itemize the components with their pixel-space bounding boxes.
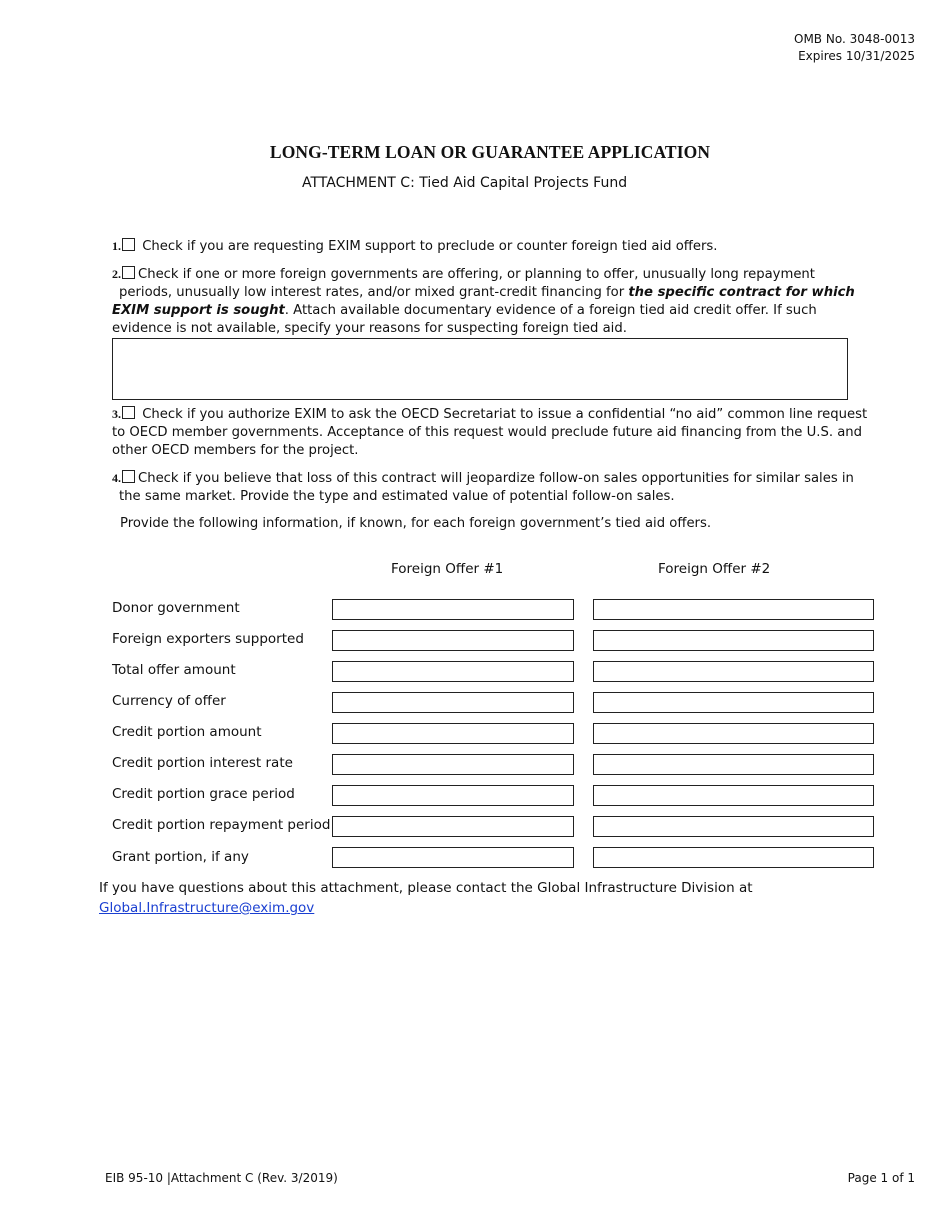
item-1 bbox=[112, 237, 718, 256]
row-label-credit-repayment-period: Credit portion repayment period bbox=[112, 817, 331, 833]
offer-1-currency-field[interactable] bbox=[332, 692, 574, 713]
item-4 bbox=[112, 469, 854, 506]
item-3-line1: Check if you authorize EXIM to ask the OECD Secretariat to issue a confidential “no aid” common line request bbox=[142, 407, 868, 422]
offer-2-foreign-exporters-field[interactable] bbox=[593, 630, 874, 651]
item-4-line2: the same market. Provide the type and estimated value of potential follow-on sales. bbox=[119, 489, 675, 504]
row-label-currency: Currency of offer bbox=[112, 693, 226, 709]
offer-1-credit-grace-period-field[interactable] bbox=[332, 785, 574, 806]
item-1-text: Check if you are requesting EXIM support to preclude or counter foreign tied aid offers. bbox=[142, 239, 718, 254]
item-3-line3: other OECD members for the project. bbox=[112, 443, 359, 458]
item-2-emphasis: the specific contract for which bbox=[628, 285, 855, 300]
item-2-line2: periods, unusually low interest rates, and/or mixed grant-credit financing for bbox=[119, 285, 629, 300]
intro-text: Provide the following information, if known, for each foreign government’s tied aid offers. bbox=[120, 516, 712, 531]
offer-1-foreign-exporters-field[interactable] bbox=[332, 630, 574, 651]
offer-1-credit-repayment-period-field[interactable] bbox=[332, 816, 574, 837]
item-4-number: 4. bbox=[112, 471, 121, 485]
offer-2-donor-government-field[interactable] bbox=[593, 599, 874, 620]
contact-text: If you have questions about this attachment, please contact the Global Infrastructure Division at bbox=[99, 880, 753, 896]
row-label-credit-interest-rate: Credit portion interest rate bbox=[112, 755, 293, 771]
item-2-checkbox[interactable] bbox=[122, 266, 135, 279]
item-2-line1: Check if one or more foreign governments are offering, or planning to offer, unusually long repayment bbox=[138, 267, 815, 282]
offer-1-grant-portion-field[interactable] bbox=[332, 847, 574, 868]
item-2-number: 2. bbox=[112, 267, 121, 281]
item-1-number: 1. bbox=[112, 239, 121, 253]
item-1-checkbox[interactable] bbox=[122, 238, 135, 251]
contact-info bbox=[99, 878, 753, 918]
form-title: LONG-TERM LOAN OR GUARANTEE APPLICATION bbox=[269, 142, 711, 162]
expiration-date: Expires 10/31/2025 bbox=[798, 49, 915, 63]
row-label-donor-government: Donor government bbox=[112, 600, 240, 616]
row-label-foreign-exporters: Foreign exporters supported bbox=[112, 631, 304, 647]
offer-2-credit-repayment-period-field[interactable] bbox=[593, 816, 874, 837]
offer-2-grant-portion-field[interactable] bbox=[593, 847, 874, 868]
item-2 bbox=[112, 265, 855, 338]
offer-1-credit-portion-amount-field[interactable] bbox=[332, 723, 574, 744]
row-label-grant-portion: Grant portion, if any bbox=[112, 849, 249, 865]
column-header-offer-1: Foreign Offer #1 bbox=[391, 561, 504, 577]
tied-aid-evidence-textarea[interactable] bbox=[112, 338, 848, 400]
offer-2-currency-field[interactable] bbox=[593, 692, 874, 713]
item-2-emphasis-2: EXIM support is sought bbox=[112, 303, 285, 318]
footer-form-id: EIB 95-10 |Attachment C (Rev. 3/2019) bbox=[105, 1171, 338, 1185]
contact-email-link[interactable]: Global.Infrastructure@exim.gov bbox=[99, 900, 315, 916]
item-4-checkbox[interactable] bbox=[122, 470, 135, 483]
item-2-line4: evidence is not available, specify your reasons for suspecting foreign tied aid. bbox=[112, 321, 627, 336]
item-2-line3: . Attach available documentary evidence of a foreign tied aid credit offer. If such bbox=[284, 303, 817, 318]
offer-1-total-offer-amount-field[interactable] bbox=[332, 661, 574, 682]
offer-2-credit-interest-rate-field[interactable] bbox=[593, 754, 874, 775]
column-header-offer-2: Foreign Offer #2 bbox=[658, 561, 771, 577]
row-label-credit-grace-period: Credit portion grace period bbox=[112, 786, 295, 802]
row-label-total-offer-amount: Total offer amount bbox=[112, 662, 236, 678]
row-label-credit-portion-amount: Credit portion amount bbox=[112, 724, 262, 740]
item-3-line2: to OECD member governments. Acceptance of this request would preclude future aid financing from the U.S. and bbox=[112, 425, 863, 440]
form-subtitle: ATTACHMENT C: Tied Aid Capital Projects Fund bbox=[302, 175, 628, 191]
item-3 bbox=[112, 405, 867, 460]
omb-number: OMB No. 3048-0013 bbox=[794, 32, 915, 46]
item-4-line1: Check if you believe that loss of this contract will jeopardize follow-on sales opportunities for similar sales in bbox=[138, 471, 854, 486]
omb-info bbox=[794, 31, 915, 65]
offer-2-total-offer-amount-field[interactable] bbox=[593, 661, 874, 682]
footer-page-number: Page 1 of 1 bbox=[847, 1171, 915, 1185]
offer-1-donor-government-field[interactable] bbox=[332, 599, 574, 620]
offer-1-credit-interest-rate-field[interactable] bbox=[332, 754, 574, 775]
item-3-number: 3. bbox=[112, 407, 121, 421]
item-3-checkbox[interactable] bbox=[122, 406, 135, 419]
offer-2-credit-grace-period-field[interactable] bbox=[593, 785, 874, 806]
offer-2-credit-portion-amount-field[interactable] bbox=[593, 723, 874, 744]
